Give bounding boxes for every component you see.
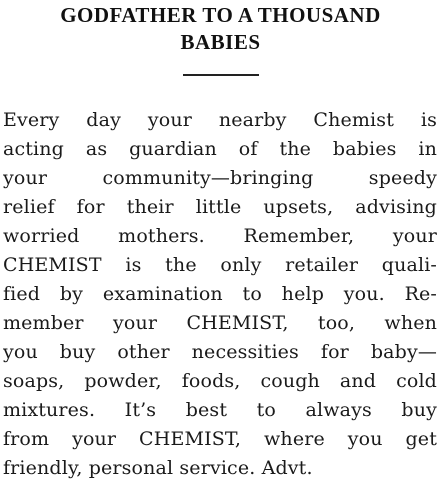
body-line: acting as guardian of the babies in bbox=[3, 138, 437, 160]
body-line: friendly, personal service. Advt. bbox=[3, 457, 313, 479]
body-line: Every day your nearby Chemist is bbox=[3, 109, 437, 131]
body-line: mixtures. It’s best to always buy bbox=[3, 399, 437, 421]
body-line: from your CHEMIST, where you get bbox=[3, 428, 437, 450]
body-line: your community—bringing speedy bbox=[3, 167, 437, 189]
body-line: worried mothers. Remember, your bbox=[3, 225, 437, 247]
body-line: CHEMIST is the only retailer quali- bbox=[3, 254, 437, 276]
body-line: you buy other necessities for baby— bbox=[3, 341, 437, 363]
headline-line-2: BABIES bbox=[180, 30, 261, 54]
headline-divider bbox=[183, 74, 259, 76]
body-line: fied by examination to help you. Re- bbox=[3, 283, 437, 305]
article-body bbox=[3, 106, 437, 483]
body-line: member your CHEMIST, too, when bbox=[3, 312, 437, 334]
body-line: relief for their little upsets, advising bbox=[3, 196, 437, 218]
body-line: soaps, powder, foods, cough and cold bbox=[3, 370, 437, 392]
headline bbox=[8, 0, 433, 56]
headline-line-1: GODFATHER TO A THOUSAND bbox=[60, 3, 381, 27]
